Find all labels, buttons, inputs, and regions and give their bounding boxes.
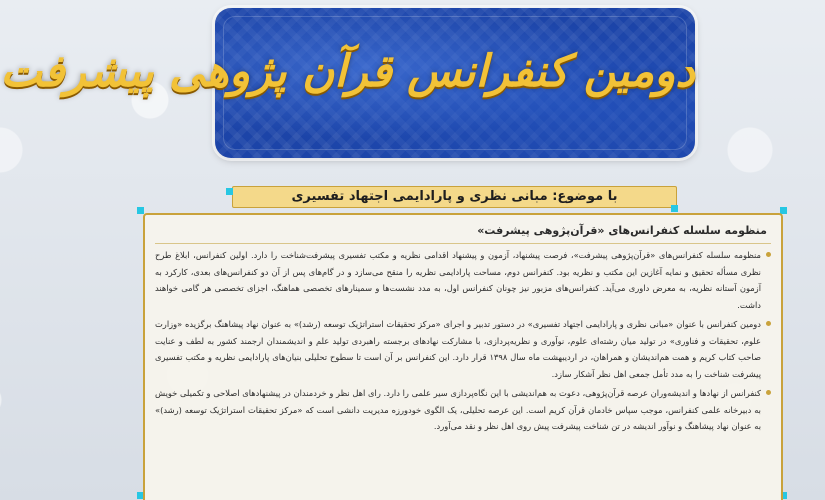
bullet-icon bbox=[766, 321, 771, 326]
subject-bar bbox=[232, 186, 677, 208]
paragraph-intro bbox=[155, 247, 771, 313]
paragraph-text: کنفرانس از نهادها و اندیشه‌وران عرصه قرآن‌پژوهی، دعوت به هم‌اندیشی با این نگاه‌پردازی سیر علمی را دارد. رای اهل نظر و خردمندان در پیشنهادهای اصلاحی و تکمیلی خویش به دبیرخانه علمی کنفرانس، موجب سپاس خادمان قرآن کریم است. این عرصه تحلیلی، یک الگوی خودورزه مدیریت دانشی است که «مرکز تحقیقات استراتژیک توسعه (رشد)» به عنوان نهاد پیشاهنگ و نوآور اندیشه در تن شناخت پیشرفت پیش روی اهل نظر و نقد می‌آورد. bbox=[155, 388, 761, 431]
corner-marker bbox=[226, 188, 233, 195]
corner-marker bbox=[137, 207, 144, 214]
paragraph-text: منظومه سلسله کنفرانس‌های «قرآن‌پژوهی پیشرفت»، فرصت پیشنهاد، آزمون و پیشنهاد اقدامی نظریه و مکتب تفسیری پیشرفت‌شناخت را دارد. اولین کنفرانس، ابلاغ طرح نظری مسأله تحقیق و نمایه آغازین این مکتب و نظریه بود. کنفرانس دوم، مساحت پارادایمی نظریه را منقح می‌سازد و در گام‌های پس از آن دو کنفرانس‌های بعدی، کارکرد به آزمون آستانه نظریه، به معرض داوری می‌آید. کنفرانس‌های مزبور نیز چونان کنفرانس اول، به مدد نشست‌ها و سمینارهای تخصصی هماهنگ، اجزای تخصصی هر گامی خواهند داشت. bbox=[155, 250, 761, 310]
paragraph-text: دومین کنفرانس با عنوان «مبانی نظری و پارادایمی اجتهاد تفسیری» در دستور تدبیر و اجرای «مرکز تحقیقات استراتژیک توسعه (رشد)» به عنوان نهاد پیشاهنگ برگزیده «وزارت علوم، تحقیقات و فناوری» در تولید میان رشته‌ای علوم، نوآوری و نظریه‌پردازی، با مشارکت نهادهای برجسته راهبردی تولید علم و اندیشمندان ارجمند کشور به لطف و عنایت صاحب کتاب کریم و همت هم‌اندیشان و همراهان، در اردیبهشت ماه سال ۱۳۹۸ قرار دارد. این کنفرانس بر آن است تا سطوح تحلیلی بنیان‌های پارادایمی نظریه و مکتب تفسیری پیشرفت شناخت را به مدد تأمل جمعی اهل نظر آشکار سازد. bbox=[155, 319, 761, 379]
paragraph-second-conference bbox=[155, 316, 771, 382]
content-header: منظومه سلسله کنفرانس‌های «قرآن‌پژوهی پیشرفت» bbox=[155, 215, 771, 244]
bullet-icon bbox=[766, 390, 771, 395]
paragraph-invitation bbox=[155, 385, 771, 435]
subject-text: با موضوع: مبانی نظری و پارادایمی اجتهاد تفسیری bbox=[291, 189, 618, 204]
conference-banner bbox=[0, 8, 695, 158]
content-box bbox=[143, 213, 783, 500]
banner-title: دومین کنفرانس قرآن پژوهی پیشرفت bbox=[0, 46, 695, 97]
bullet-icon bbox=[766, 252, 771, 257]
corner-marker bbox=[671, 205, 678, 212]
